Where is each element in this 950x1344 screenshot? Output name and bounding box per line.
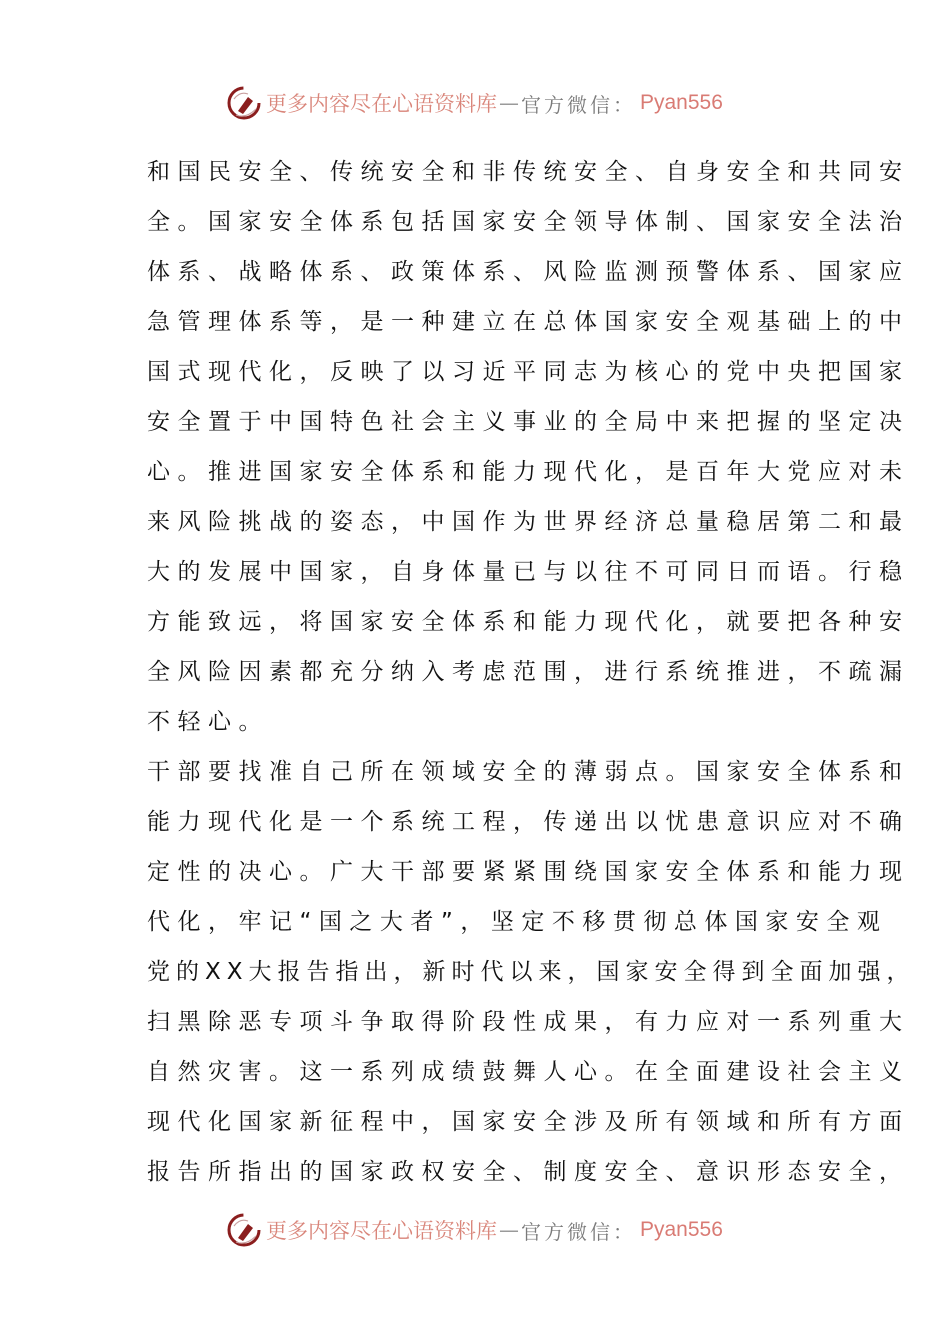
text-line: 能力现代化是一个系统工程，传递出以忧患意识应对不确 [147,809,910,835]
text-line: 全风险因素都充分纳入考虑范围，进行系统推进，不疏漏 [147,659,910,685]
banner-dash: — [499,91,519,115]
text-line: 国式现代化，反映了以习近平同志为核心的党中央把国家 [147,359,910,385]
document-body [147,147,916,1197]
text-line: 和国民安全、传统安全和非传统安全、自身安全和共同安 [147,159,910,185]
header-watermark-banner [226,83,723,123]
text-line: 体系、战略体系、政策体系、风险监测预警体系、国家应 [147,259,910,285]
text-line: 报告所指出的国家政权安全、制度安全、意识形态安全， [147,1159,910,1185]
text-line: 扫黑除恶专项斗争取得阶段性成果，有力应对一系列重大 [147,1009,910,1035]
text-line: 代化，牢记“国之大者”，坚定不移贯彻总体国家安全观 [147,909,888,935]
banner-title: 更多内容尽在心语资料库 [266,92,497,116]
text-line: 定性的决心。广大干部要紧紧围绕国家安全体系和能力现 [147,859,910,885]
text-line: 方能致远，将国家安全体系和能力现代化，就要把各种安 [147,609,910,635]
text-line: 急管理体系等，是一种建立在总体国家安全观基础上的中 [147,309,910,335]
banner-wechat-id: Pyan556 [640,91,723,114]
banner-wechat-label: 官方微信： [521,92,636,117]
footer-watermark-banner [226,1210,723,1250]
pen-nib-logo-icon [226,1212,262,1248]
banner-wechat-id: Pyan556 [640,1218,723,1241]
banner-wechat-label: 官方微信： [521,1219,636,1244]
banner-title: 更多内容尽在心语资料库 [266,1219,497,1243]
text-line: 党的XX大报告指出，新时代以来，国家安全得到全面加强， [147,959,916,985]
text-line: 干部要找准自己所在领域安全的薄弱点。国家安全体系和 [147,759,910,785]
text-line: 大的发展中国家，自身体量已与以往不可同日而语。行稳 [147,559,910,585]
text-line: 心。推进国家安全体系和能力现代化，是百年大党应对未 [147,459,910,485]
text-line: 全。国家安全体系包括国家安全领导体制、国家安全法治 [147,209,910,235]
text-line: 自然灾害。这一系列成绩鼓舞人心。在全面建设社会主义 [147,1059,910,1085]
text-line: 安全置于中国特色社会主义事业的全局中来把握的坚定决 [147,409,910,435]
text-line: 现代化国家新征程中，国家安全涉及所有领域和所有方面 [147,1109,910,1135]
text-line: 来风险挑战的姿态，中国作为世界经济总量稳居第二和最 [147,509,910,535]
pen-nib-logo-icon [226,85,262,121]
text-line: 不轻心。 [147,709,269,735]
banner-dash: — [499,1218,519,1242]
